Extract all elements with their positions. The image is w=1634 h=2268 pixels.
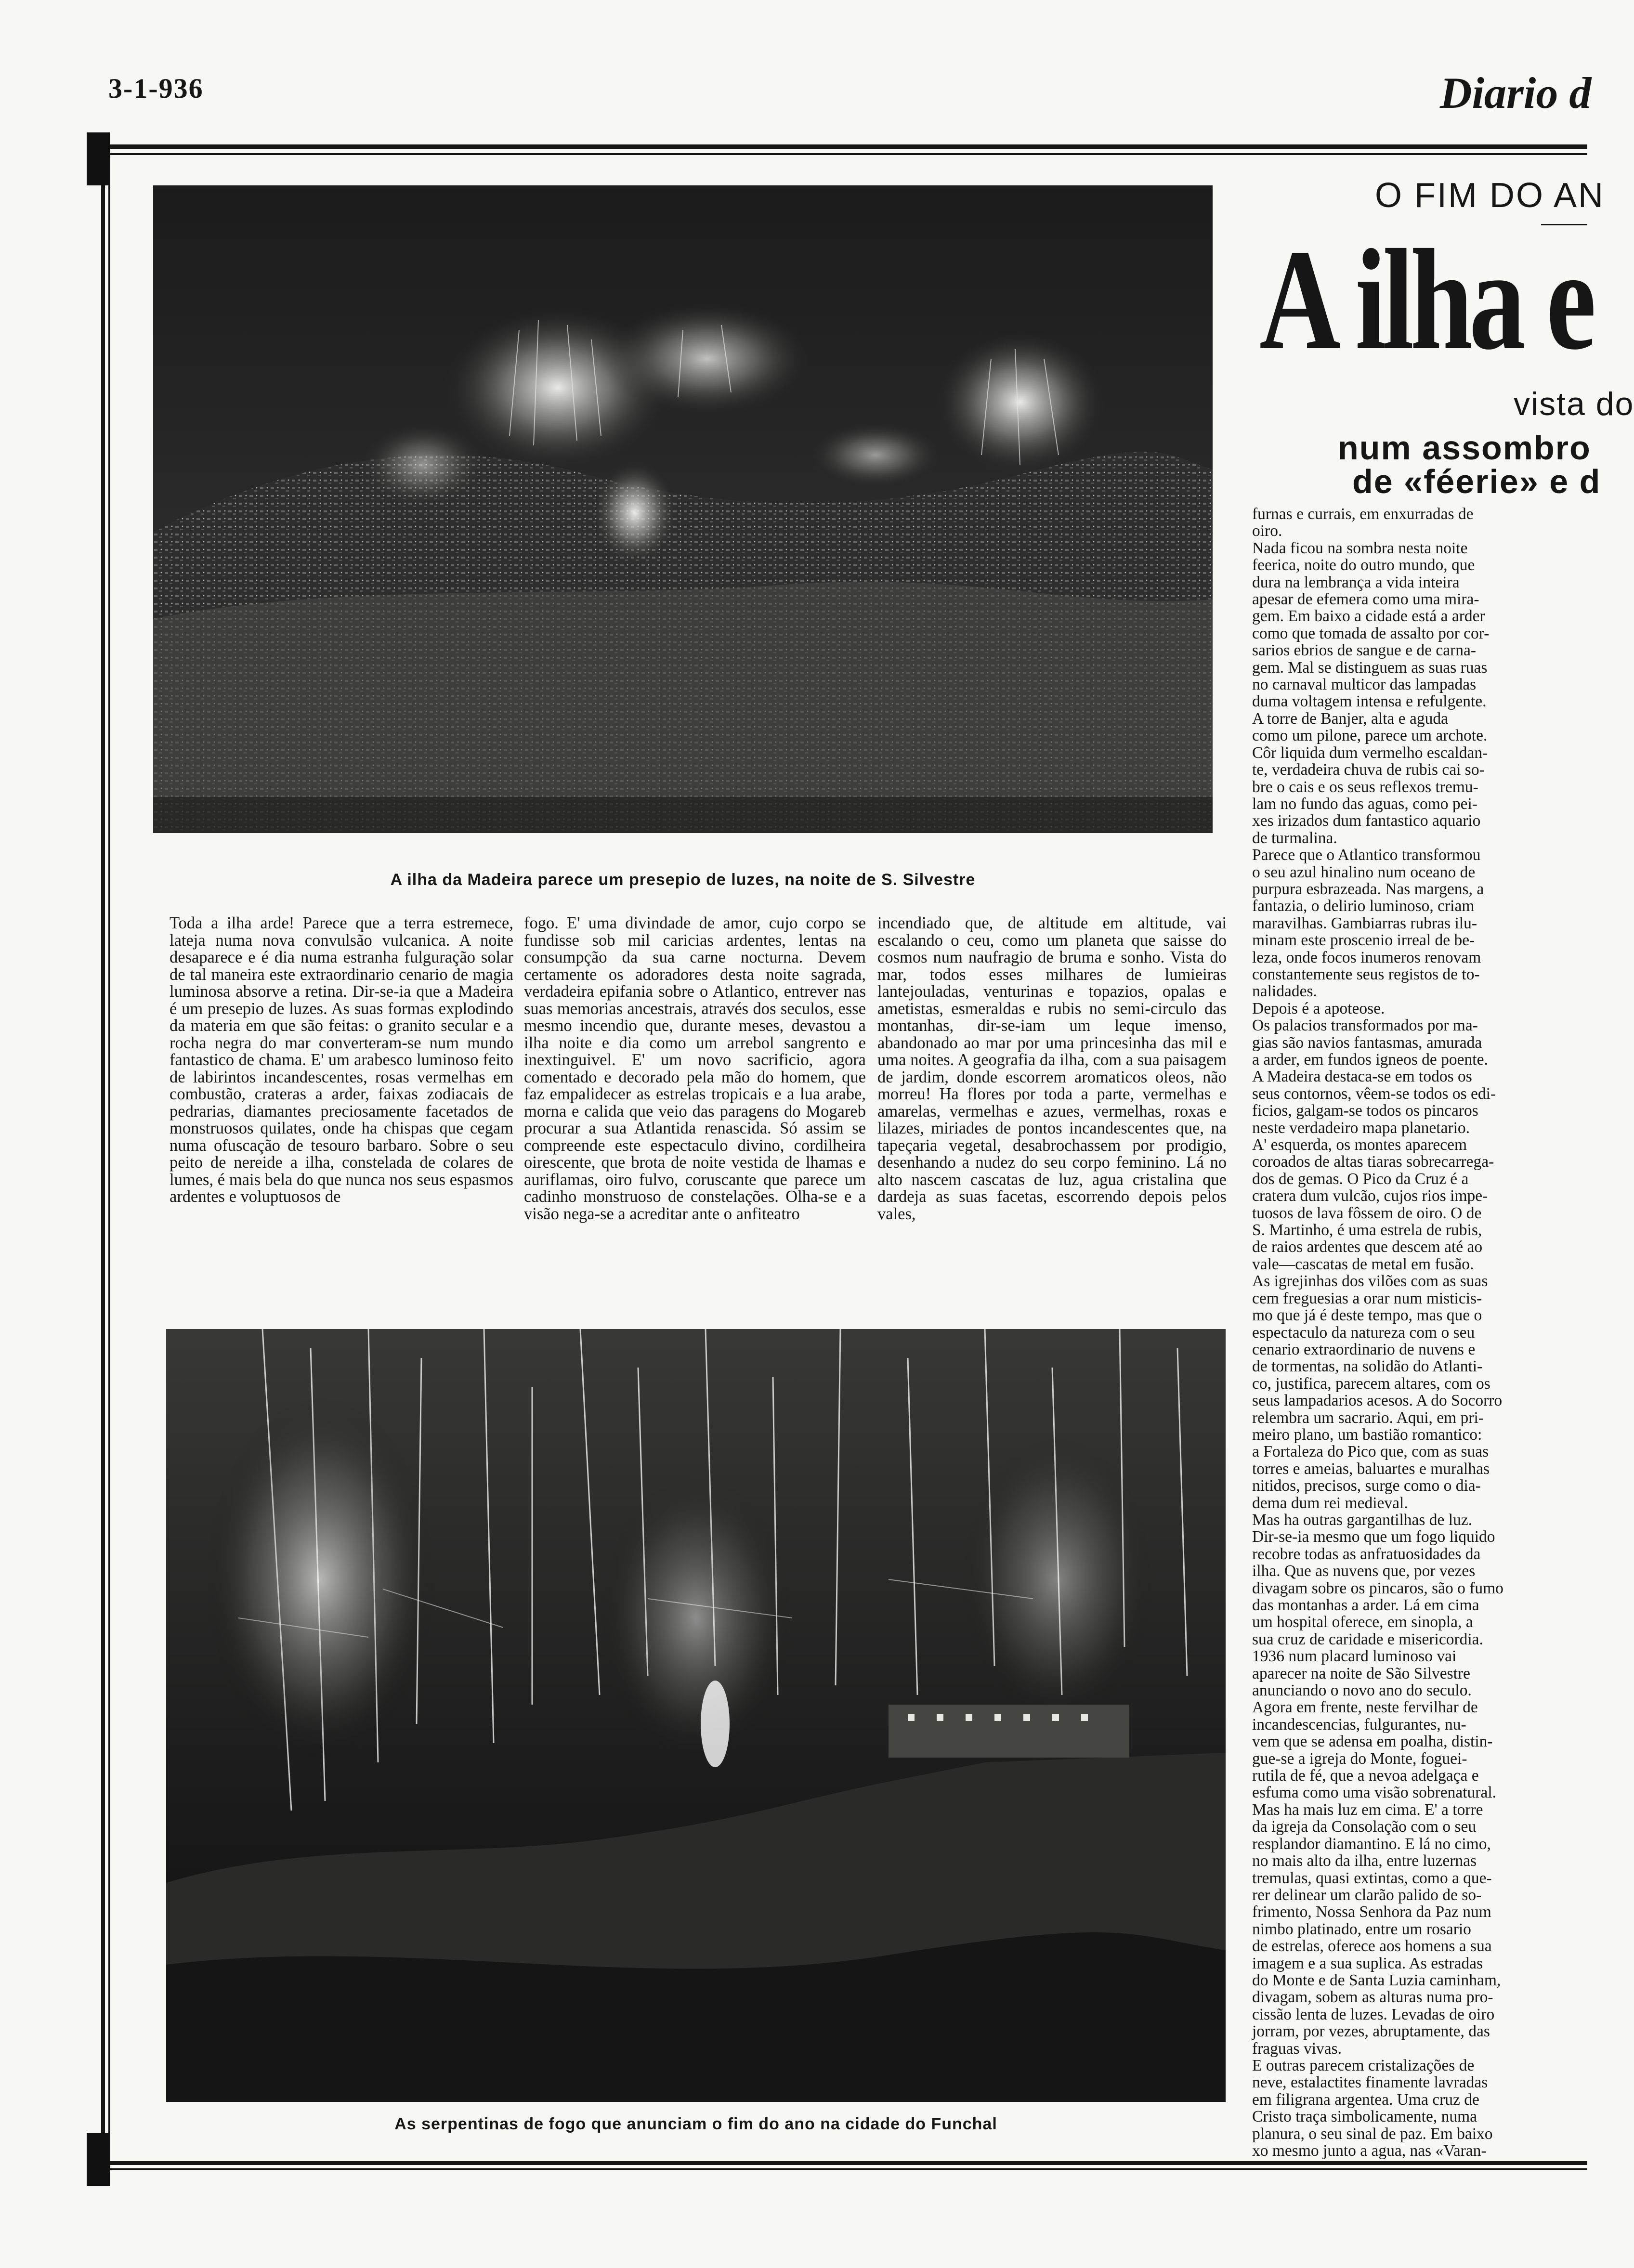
column-line: de turmalina. (1252, 829, 1337, 847)
column-line: neve, estalactites finamente lavradas (1252, 2073, 1488, 2092)
column-line: furnas e currais, em enxurradas de (1252, 505, 1474, 523)
column-line: Os palacios transformados por ma- (1252, 1017, 1478, 1035)
column-line: espectaculo da natureza com o seu (1252, 1323, 1475, 1342)
column-line: lam no fundo das aguas, como pei- (1252, 795, 1477, 813)
column-line: em filigrana argentea. Uma cruz de (1252, 2090, 1479, 2109)
photo-caption-top: A ilha da Madeira parece um presepio de luzes, na noite de S. Silvestre (390, 871, 976, 889)
column-line: dos de gemas. O Pico da Cruz é a (1252, 1170, 1469, 1188)
column-line: recobre todas as anfratuosidades da (1252, 1545, 1481, 1563)
column-line: do Monte e de Santa Luzia caminham, (1252, 1971, 1501, 1989)
column-line: feerica, noite do outro mundo, que (1252, 556, 1475, 574)
column-line: relembra um sacrario. Aqui, em pri- (1252, 1408, 1484, 1427)
margin-block-top (87, 132, 110, 185)
column-line: aparecer na noite de São Silvestre (1252, 1664, 1470, 1682)
column-line: bre o cais e os seus reflexos tremu- (1252, 778, 1478, 796)
column-line: rutila de fé, que a nevoa adelgaça e (1252, 1767, 1479, 1785)
column-line: vale—cascatas de metal em fusão. (1252, 1255, 1474, 1273)
subheadline-1: vista do (1514, 386, 1634, 422)
column-line: apesar de efemera como uma mira- (1252, 590, 1479, 609)
bottom-rule-thin (87, 2168, 1587, 2170)
column-line: cratera dum vulcão, cujos rios impe- (1252, 1187, 1488, 1205)
column-line: xes irizados dum fantastico aquario (1252, 812, 1481, 830)
column-line: coroados de altas tiaras sobrecarrega- (1252, 1153, 1494, 1171)
column-line: Cristo traça simbolicamente, numa (1252, 2108, 1477, 2126)
column-line: leza, onde focos inumeros renovam (1252, 948, 1481, 966)
column-line: nalidades. (1252, 982, 1317, 1001)
column-line: anunciando o novo ano do seculo. (1252, 1681, 1472, 1700)
column-line: gue-se a igreja do Monte, foguei- (1252, 1749, 1467, 1768)
column-line: Dir-se-ia mesmo que um fogo liquido (1252, 1528, 1495, 1546)
column-line: fraguas vivas. (1252, 2039, 1342, 2058)
column-line: como um pilone, parece um archote. (1252, 727, 1488, 745)
column-line: das montanhas a arder. Lá em cima (1252, 1596, 1479, 1614)
newspaper-masthead: Diario d (1440, 68, 1592, 117)
column-line: Nada ficou na sombra nesta noite (1252, 539, 1468, 557)
top-rule-thin (87, 153, 1587, 155)
page-date: 3-1-936 (108, 73, 204, 104)
column-line: nitidos, precisos, surge como o dia- (1252, 1477, 1481, 1495)
column-line: rer delinear um clarão palido de so- (1252, 1886, 1482, 1904)
column-line: oiro. (1252, 522, 1282, 540)
column-line: Agora em frente, neste fervilhar de (1252, 1698, 1478, 1717)
left-rule (101, 144, 105, 2172)
column-line: A Madeira destaca-se em todos os (1252, 1068, 1472, 1086)
headline: A ilha e (1259, 220, 1593, 379)
column-line: resplandor diamantino. E lá no cimo, (1252, 1835, 1491, 1853)
photo-caption-bottom: As serpentinas de fogo que anunciam o fim do ano na cidade do Funchal (394, 2115, 997, 2133)
column-line: mo que já é deste tempo, mas que o (1252, 1306, 1482, 1325)
column-line: gias são navios fantasmas, amurada (1252, 1033, 1482, 1052)
section-kicker: O FIM DO AN (1375, 176, 1605, 215)
column-line: incandescencias, fulgurantes, nu- (1252, 1715, 1466, 1734)
column-line: dura na lembrança a vida inteira (1252, 573, 1460, 591)
column-line: ilha. Que as nuvens que, por vezes (1252, 1562, 1476, 1580)
column-line: a arder, em fundos igneos de poente. (1252, 1051, 1488, 1069)
column-line: Côr liquida dum vermelho escaldan- (1252, 743, 1488, 762)
column-line: imagem e a sua suplica. As estradas (1252, 1954, 1483, 1972)
subheadline-2: num assombro (1338, 429, 1591, 467)
bottom-rule (87, 2161, 1587, 2165)
column-line: Depois é a apoteose. (1252, 999, 1385, 1017)
column-line: purpura esbrazeada. Nas margens, a (1252, 880, 1484, 898)
column-line: divagam, sobem as alturas numa pro- (1252, 1988, 1493, 2007)
column-line: cissão lenta de luzes. Levadas de oiro (1252, 2005, 1495, 2023)
column-line: como que tomada de assalto por cor- (1252, 624, 1490, 642)
column-line: seus lampadarios acesos. A do Socorro (1252, 1392, 1503, 1410)
column-line: sarios ebrios de sangue e de carna- (1252, 641, 1477, 660)
column-line: cenario extraordinario de nuvens e (1252, 1340, 1476, 1358)
column-line: a Fortaleza do Pico que, com as suas (1252, 1443, 1489, 1461)
column-line: tuosos de lava fôssem de oiro. O de (1252, 1204, 1482, 1222)
column-line: seus contornos, vêem-se todos os edi- (1252, 1084, 1496, 1103)
column-line: de estrelas, oferece aos homens a sua (1252, 1937, 1492, 1955)
column-line: co, justifica, parecem altares, com os (1252, 1374, 1490, 1393)
column-line: cem freguesias a orar num misticis- (1252, 1289, 1482, 1307)
column-line: meiro plano, um bastião romantico: (1252, 1425, 1482, 1444)
column-line: S. Martinho, é uma estrela de rubis, (1252, 1221, 1482, 1239)
column-text: fogo. E' uma divindade de amor, cujo corpo se fundisse sob mil caricias ardentes, lentas na consumpção da sua carne nocturna. Devem certamente os adoradores desta noite sagrada, verdadeira epifania sobre o Atlantico, entrever nas suas memorias ancestrais, através dos seculos, esse mesmo incendio que, durante meses, devastou a ilha noite e dia como um arrebol sangrento e inextinguivel. E' um novo sacrificio, agora comentado e decorado pela mão do homem, que faz empalidecer as estrelas tropicais e a lua arabe, morna e calida que veio das paragens do Mogareb procurar a sua Atlantida renascida. Só assim se compreende este espectaculo divino, cordilheira oirescente, que brota de noite vestida de lhamas e auriflamas, oiro fulvo, coruscante que parece um cadinho monstruoso de constelações. Olha-se e a visão nega-se a acreditar ante o anfiteatro (524, 914, 866, 1223)
column-line: xo mesmo junto a agua, nas «Varan- (1252, 2142, 1487, 2160)
column-line: Mas ha mais luz em cima. E' a torre (1252, 1800, 1483, 1819)
column-line: divagam sobre os pincaros, são o fumo (1252, 1579, 1503, 1597)
column-line: sua cruz de caridade e misericordia. (1252, 1630, 1483, 1648)
left-rule-thin (108, 144, 110, 2172)
photo-island-lights (153, 185, 1213, 833)
column-line: no mais alto da ilha, entre luzernas (1252, 1852, 1477, 1870)
column-line: A torre de Banjer, alta e aguda (1252, 709, 1448, 728)
column-line: torres e ameias, baluartes e muralhas (1252, 1460, 1490, 1478)
article-column-2 (524, 915, 866, 1324)
column-line: E outras parecem cristalizações de (1252, 2056, 1475, 2074)
margin-block-bottom (87, 2133, 110, 2186)
column-line: 1936 num placard luminoso vai (1252, 1647, 1457, 1666)
column-line: neste verdadeiro mapa planetario. (1252, 1119, 1470, 1137)
column-line: gem. Mal se distinguem as suas ruas (1252, 658, 1488, 677)
column-line: planura, o seu sinal de paz. Em baixo (1252, 2125, 1493, 2143)
column-line: gem. Em baixo a cidade está a arder (1252, 607, 1485, 626)
article-column-1 (170, 915, 513, 1324)
column-line: duma voltagem intensa e refulgente. (1252, 692, 1487, 711)
column-line: Mas ha outras gargantilhas de luz. (1252, 1511, 1473, 1529)
column-text: Toda a ilha arde! Parece que a terra estremece, lateja numa nova convulsão vulcanica. A noite desaparece e é dia numa estranha fulguração solar de tal maneira este extraordinario cenario de magia luminosa absorve a retina. Dir-se-ia que a Madeira é um presepio de luzes. As suas formas explodindo da materia em que são feitas: o granito secular e a rocha negra do mar converteram-se num mundo fantastico de chama. E' um arabesco luminoso feito de labirintos incandescentes, rosas vermelhas em combustão, crateras a arder, faixas zodiacais de pedrarias, diamantes preciosamente facetados de monstruosos quilates, onde ha chispas que cegam numa ofuscação de tesouro barbaro. Sobre o seu peito de nereide a ilha, constelada de colares de lumes, é mais bela do que nunca nos seus espasmos ardentes e voluptuosos de (170, 914, 513, 1206)
column-line: de tormentas, na solidão do Atlanti- (1252, 1357, 1483, 1376)
article-column-4 (1252, 505, 1587, 2160)
photo-fireworks-funchal (166, 1329, 1226, 2102)
column-line: ficios, galgam-se todos os pincaros (1252, 1102, 1478, 1120)
column-line: tremulas, quasi extintas, como a que- (1252, 1869, 1492, 1887)
column-line: minam este proscenio irreal de be- (1252, 931, 1475, 950)
top-rule (87, 144, 1587, 149)
subheadline-3: de «féerie» e d (1352, 463, 1601, 500)
column-line: fantazia, o delirio luminoso, criam (1252, 897, 1475, 915)
column-text: incendiado que, de altitude em altitude, vai escalando o ceu, como um planeta que saisse do cosmos num naufragio de bruma e sonho. Vista do mar, todos esses milhares de lumieiras lantejouladas, venturinas e topazios, opalas e ametistas, esmeraldas e rubis no semi-circulo das montanhas, dir-se-iam um leque imenso, abandonado ao mar por uma princesinha das mil e uma noites. A geografia da ilha, com a sua paisagem de jardim, donde escorrem aromaticos oleos, não morreu! Ha flores por toda a parte, vermelhas e amarelas, vermelhas e azues, vermelhas, roxas e lilazes, miriades de pontos incandescentes que, na tapeçaria vegetal, desabrochassem por prodigio, desenhando a nudez do seu corpo feminino. Lá no alto nascem cascatas de luz, agua cristalina que dardeja as suas facetas, escorrendo depois pelos vales, (877, 914, 1227, 1223)
column-line: da igreja da Consolação com o seu (1252, 1818, 1477, 1836)
column-line: de raios ardentes que descem até ao (1252, 1238, 1483, 1256)
column-line: vem que se adensa em poalha, distin- (1252, 1733, 1493, 1751)
column-line: A' esquerda, os montes aparecem (1252, 1136, 1467, 1154)
article-column-3 (877, 915, 1227, 1324)
column-line: frimento, Nossa Senhora da Paz num (1252, 1903, 1491, 1921)
column-line: no carnaval multicor das lampadas (1252, 676, 1477, 694)
column-line: um hospital oferece, em sinopla, a (1252, 1613, 1473, 1631)
column-line: constantemente seus registos de to- (1252, 965, 1480, 983)
column-line: maravilhas. Gambiarras rubras ilu- (1252, 914, 1477, 932)
column-line: esfuma como uma visão sobrenatural. (1252, 1784, 1496, 1802)
column-line: dema dum rei medieval. (1252, 1494, 1408, 1512)
column-line: jorram, por vezes, abruptamente, das (1252, 2022, 1490, 2041)
column-line: o seu azul hinalino num oceano de (1252, 863, 1476, 881)
column-line: nimbo platinado, entre um rosario (1252, 1920, 1471, 1938)
column-line: te, verdadeira chuva de rubis cai so- (1252, 761, 1485, 779)
column-line: As igrejinhas dos vilões com as suas (1252, 1272, 1488, 1290)
column-line: Parece que o Atlantico transformou (1252, 846, 1481, 864)
